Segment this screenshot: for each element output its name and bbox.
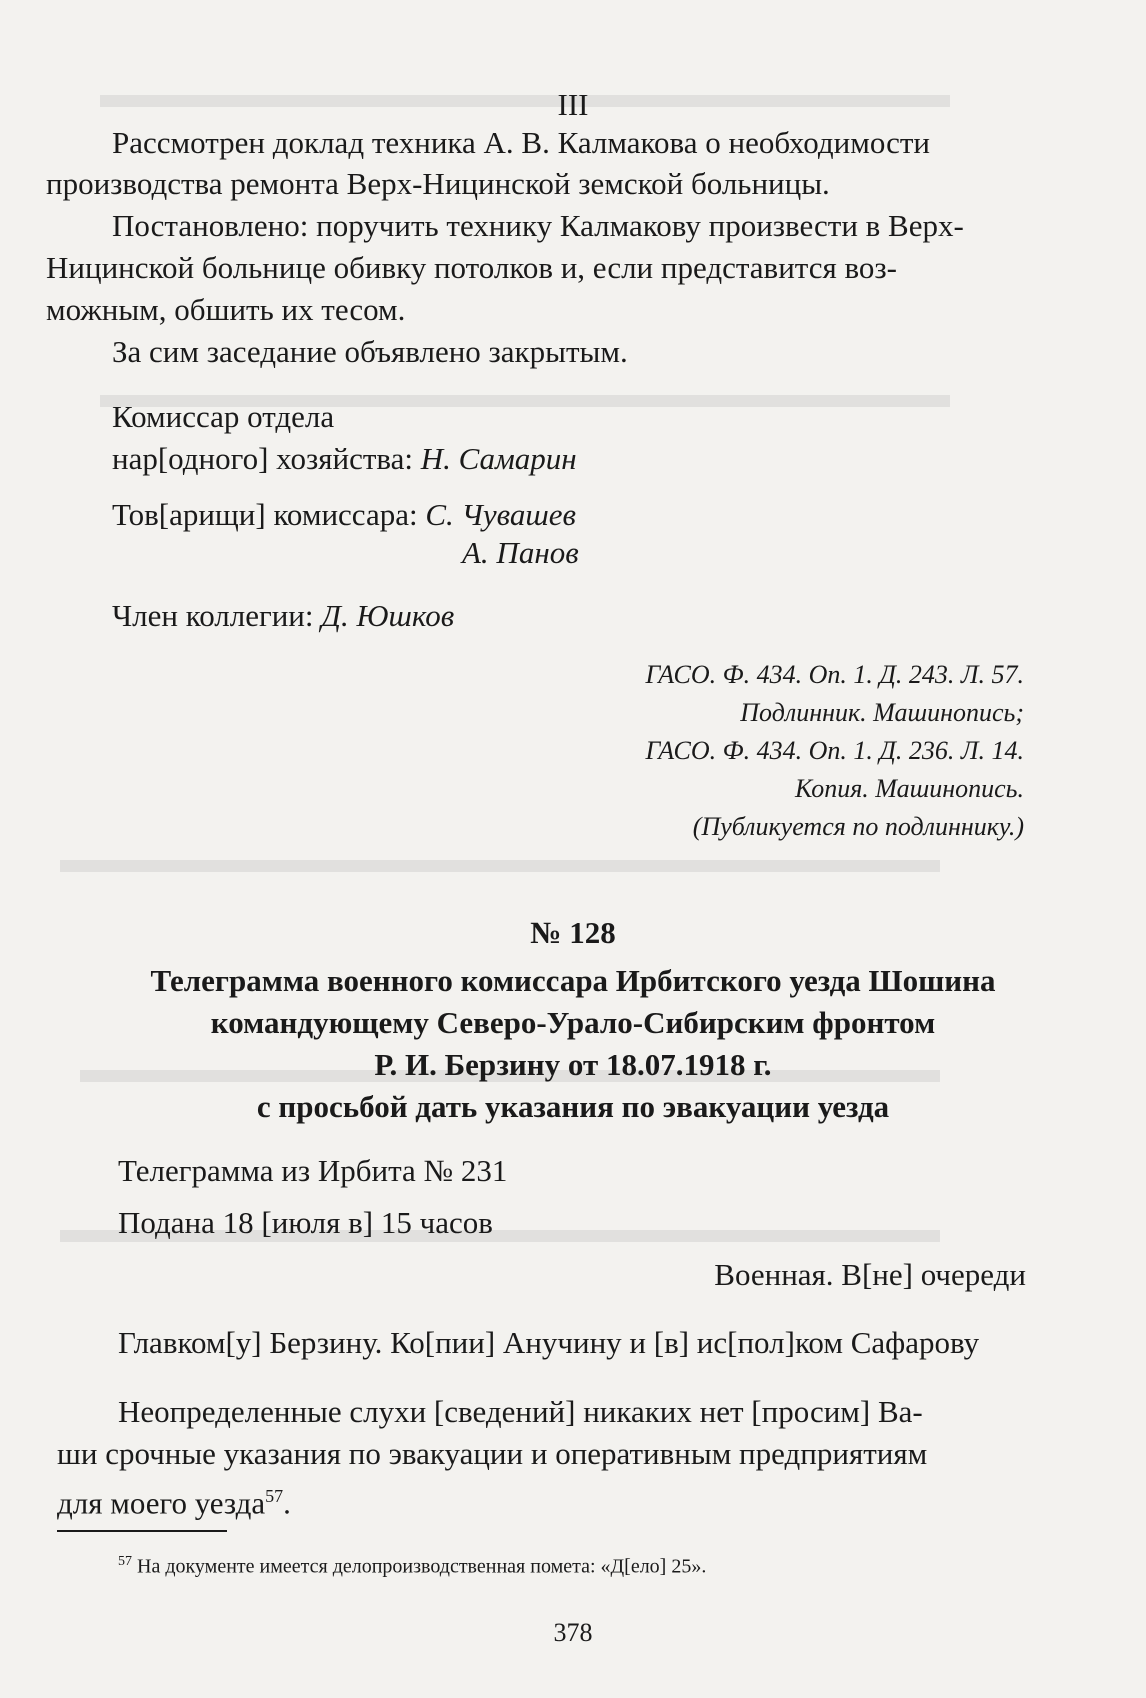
footnote-separator bbox=[57, 1530, 227, 1532]
commissar-name: Н. Самарин bbox=[420, 441, 577, 476]
telegram-priority: Военная. В[не] очереди bbox=[714, 1257, 1026, 1292]
document-title-line-1: Телеграмма военного комиссара Ирбитского уезда Шошина bbox=[150, 963, 996, 998]
source-1-type: Подлинник. Машинопись; bbox=[740, 698, 1024, 727]
decision-line-1: Постановлено: поручить технику Калмакову произвести в Верх- bbox=[112, 208, 964, 243]
telegram-filed: Подана 18 [июля в] 15 часов bbox=[118, 1205, 493, 1240]
publication-note: (Публикуется по подлиннику.) bbox=[692, 812, 1024, 841]
report-line-2: производства ремонта Верх-Ницинской земской больницы. bbox=[46, 166, 830, 201]
commissar-title-1: Комиссар отдела bbox=[112, 399, 335, 434]
telegram-body-line-1: Неопределенные слухи [сведений] никаких нет [просим] Ва- bbox=[118, 1394, 923, 1429]
board-member-name: Д. Юшков bbox=[321, 598, 455, 633]
source-2: ГАСО. Ф. 434. Оп. 1. Д. 236. Л. 14. bbox=[645, 736, 1024, 765]
telegram-addressees: Главком[у] Берзину. Ко[пии] Анучину и [в] ис[пол]ком Сафарову bbox=[118, 1325, 980, 1360]
commissar-signature bbox=[112, 441, 577, 477]
telegram-header: Телеграмма из Ирбита № 231 bbox=[118, 1153, 508, 1188]
source-2-type: Копия. Машинопись. bbox=[794, 774, 1024, 803]
footnote bbox=[118, 1550, 706, 1579]
deputy-2-name: А. Панов bbox=[462, 535, 579, 570]
deputies-signature bbox=[112, 497, 576, 533]
document-title-line-4: с просьбой дать указания по эвакуации уезда bbox=[256, 1089, 890, 1124]
telegram-body-line-2: ши срочные указания по эвакуации и оперативным предприятиям bbox=[57, 1436, 928, 1471]
document-title-line-2: командующему Северо-Урало-Сибирским фронтом bbox=[210, 1005, 936, 1040]
document-title-line-3: Р. И. Берзину от 18.07.1918 г. bbox=[374, 1047, 772, 1082]
commissar-title-2: нар[одного] хозяйства: bbox=[112, 441, 421, 476]
telegram-body-line-3 bbox=[57, 1478, 291, 1521]
deputy-1-name: С. Чувашев bbox=[425, 497, 576, 532]
closing-statement: За сим заседание объявлено закрытым. bbox=[112, 334, 628, 369]
telegram-body-end: . bbox=[283, 1485, 291, 1521]
deputies-title: Тов[арищи] комиссара: bbox=[112, 497, 426, 532]
telegram-body-text: для моего уезда bbox=[57, 1485, 266, 1521]
board-signature bbox=[112, 598, 454, 634]
footnote-reference: 57 bbox=[265, 1486, 284, 1506]
page-number: 378 bbox=[553, 1618, 593, 1647]
section-numeral: III bbox=[557, 87, 589, 122]
decision-line-2: Ницинской больнице обивку потолков и, если представится воз- bbox=[46, 250, 897, 285]
footnote-number: 57 bbox=[118, 1554, 132, 1569]
decision-line-3: можным, обшить их тесом. bbox=[46, 292, 406, 327]
board-title: Член коллегии: bbox=[112, 598, 322, 633]
footnote-text: На документе имеется делопроизводственная помета: «Д[ело] 25». bbox=[132, 1555, 707, 1578]
report-line-1: Рассмотрен доклад техника А. В. Калмакова о необходимости bbox=[112, 125, 931, 160]
document-number: № 128 bbox=[530, 915, 616, 950]
source-1: ГАСО. Ф. 434. Оп. 1. Д. 243. Л. 57. bbox=[645, 660, 1024, 689]
